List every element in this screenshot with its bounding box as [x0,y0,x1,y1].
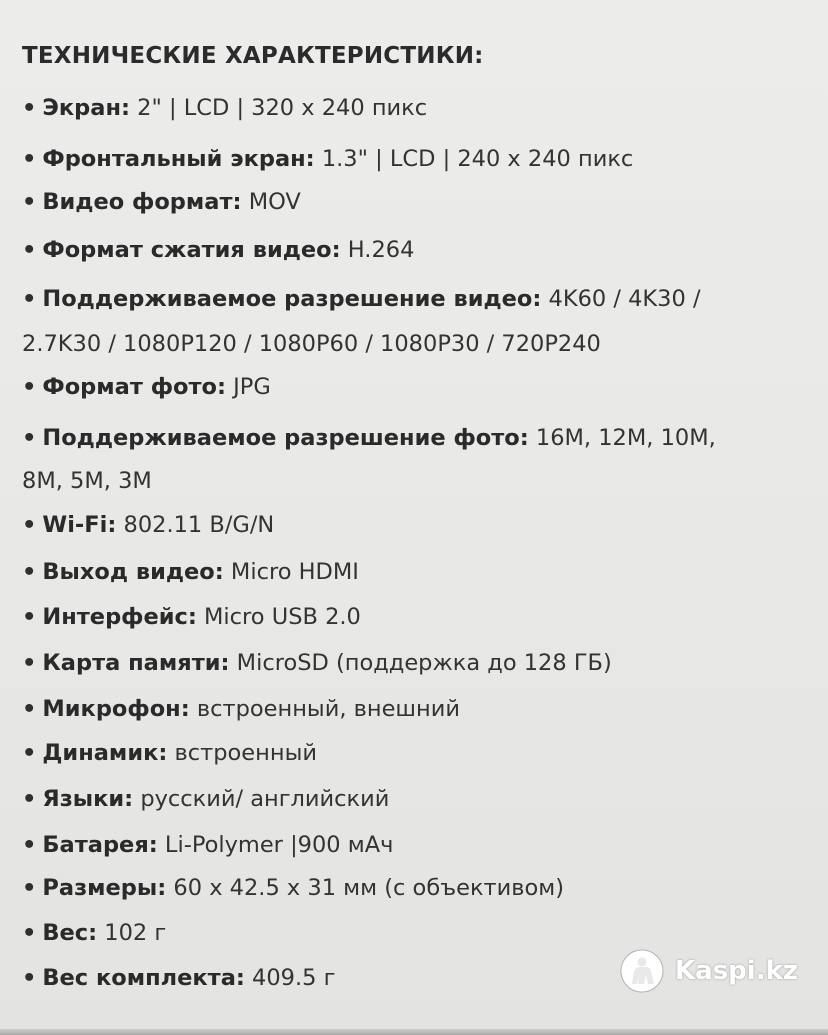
bullet: • [22,237,37,263]
spec-value: JPG [233,374,271,400]
spec-item-dimensions [22,866,564,910]
spec-item-microphone [22,687,460,731]
spec-item-wifi [22,503,274,547]
spec-value: H.264 [347,237,415,263]
bullet: • [22,286,37,312]
bullet: • [22,512,37,538]
bullet: • [22,740,37,766]
spec-value: Micro HDMI [230,559,359,585]
spec-label: Вес комплекта: [42,965,245,991]
page-title: ТЕХНИЧЕСКИЕ ХАРАКТЕРИСТИКИ: [22,43,484,69]
spec-value: 60 x 42.5 x 31 мм (с объективом) [173,875,565,901]
bullet: • [22,650,37,676]
kaspi-logo-icon [619,948,665,994]
bullet: • [22,374,37,400]
spec-value: 409.5 г [252,965,336,991]
spec-item-kit-weight [22,956,335,1000]
spec-value: MicroSD (поддержка до 128 ГБ) [236,650,612,676]
spec-item-photo-resolution-cont [22,459,152,503]
spec-item-speaker [22,731,317,775]
bullet: • [22,832,37,858]
bullet: • [22,696,37,722]
bullet: • [22,425,37,451]
spec-value-continuation: 8M, 5M, 3M [22,468,152,494]
spec-label: Фронтальный экран: [42,146,315,172]
spec-value: встроенный [174,740,317,766]
spec-value: Micro USB 2.0 [204,604,361,630]
spec-label: Вес: [42,920,98,946]
spec-label: Экран: [42,95,131,121]
spec-value: 802.11 B/G/N [123,512,275,538]
bullet: • [22,146,37,172]
spec-item-battery [22,823,393,867]
spec-item-video-format [22,180,301,224]
bullet: • [22,786,37,812]
spec-value: MOV [248,189,301,215]
bullet: • [22,965,37,991]
spec-item-video-codec [22,228,414,272]
bullet: • [22,875,37,901]
spec-item-video-out [22,550,359,594]
spec-label: Карта памяти: [42,650,230,676]
spec-item-video-resolution [22,277,701,321]
spec-label: Формат сжатия видео: [42,237,341,263]
spec-value: русский/ английский [140,786,390,812]
spec-value: 102 г [104,920,167,946]
spec-item-screen [22,86,427,130]
bullet: • [22,559,37,585]
bullet: • [22,604,37,630]
spec-label: Формат фото: [42,374,226,400]
spec-item-video-resolution-cont [22,322,601,366]
spec-value: 2" | LCD | 320 x 240 пикс [137,95,428,121]
spec-item-photo-format [22,365,271,409]
bullet: • [22,189,37,215]
bullet: • [22,920,37,946]
spec-label: Видео формат: [42,189,242,215]
spec-label: Размеры: [42,875,167,901]
spec-item-weight [22,911,166,955]
watermark-text: Kaspi.kz [675,956,798,986]
spec-value: 1.3" | LCD | 240 x 240 пикс [321,146,634,172]
spec-label: Выход видео: [42,559,224,585]
spec-value: 4K60 / 4K30 / [548,286,701,312]
spec-label: Wi-Fi: [42,512,117,538]
photo-bottom-edge [0,1029,828,1035]
spec-item-front-screen [22,137,633,181]
spec-label: Интерфейс: [42,604,197,630]
spec-value-continuation: 2.7K30 / 1080P120 / 1080P60 / 1080P30 / 720P240 [22,331,601,357]
kaspi-watermark [619,948,798,994]
spec-label: Поддерживаемое разрешение видео: [42,286,542,312]
spec-item-interface [22,595,361,639]
spec-label: Батарея: [42,832,158,858]
spec-value: 16M, 12M, 10M, [535,425,716,451]
spec-value: встроенный, внешний [196,696,460,722]
spec-item-photo-resolution [22,416,716,460]
spec-item-memory-card [22,641,612,685]
spec-label: Динамик: [42,740,168,766]
bullet: • [22,95,37,121]
spec-label: Языки: [42,786,134,812]
spec-label: Микрофон: [42,696,190,722]
spec-label: Поддерживаемое разрешение фото: [42,425,529,451]
spec-value: Li-Polymer |900 мАч [164,832,394,858]
spec-item-languages [22,777,389,821]
